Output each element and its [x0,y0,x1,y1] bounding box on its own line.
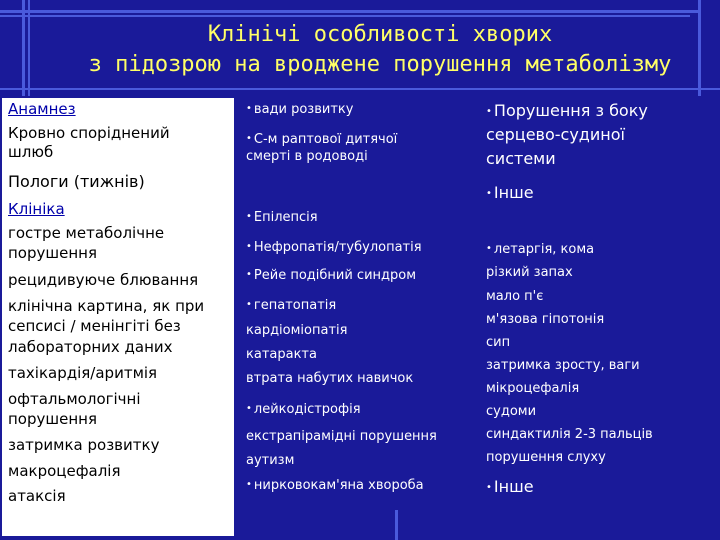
bullet-icon: • [246,403,252,414]
col3-line: мікроцефалія [486,381,580,396]
col1-line: Анамнез [8,100,76,118]
col2-line: • вади розвитку [246,102,354,117]
bullet-icon: • [486,106,492,117]
title-line-2: з підозрою на вроджене порушення метаболізму [88,52,672,77]
decor-line-top [0,10,700,13]
col2-line: • гепатопатія [246,298,337,313]
bullet-icon: • [246,241,252,252]
col3-line: системи [486,149,556,168]
col3-line: різкий запах [486,265,573,280]
bullet-icon: • [486,188,492,199]
slide-title [60,20,700,80]
col1-line: сепсисі / менінгіті без [8,317,181,335]
decor-line-left-2 [28,0,30,96]
col1-line: гостре метаболічне [8,224,165,242]
bullet-icon: • [246,133,252,144]
col1-line: затримка розвитку [8,436,160,454]
decor-line-top-2 [0,15,690,17]
col2-line: аутизм [246,453,295,468]
anamnesis-column [2,98,234,536]
col3-line: • Інше [486,183,534,202]
bullet-icon: • [486,243,492,254]
col2-line: катаракта [246,347,317,362]
bullet-icon: • [246,269,252,280]
bullet-icon: • [246,299,252,310]
col2-line: • нирковокам'яна хвороба [246,478,424,493]
col3-line: • Інше [486,477,534,496]
col2-line: • лейкодістрофія [246,402,361,417]
col1-line: Клініка [8,200,65,218]
col1-line: Пологи (тижнів) [8,172,145,191]
bullet-icon: • [246,479,252,490]
decor-line-left [22,0,25,96]
decor-line-mid [0,88,720,90]
col1-line: клінічна картина, як при [8,297,205,315]
col3-line: • Порушення з боку [486,101,648,120]
col1-line: тахікардія/аритмія [8,364,158,382]
col2-line: втрата набутих навичок [246,371,414,386]
col1-line: лабораторних даних [8,338,173,356]
col3-line: синдактилія 2-3 пальців [486,427,653,442]
col3-line: судоми [486,404,537,419]
col1-line: макроцефалія [8,462,121,480]
title-line-1: Клінічі особливості хворих [207,22,553,47]
col3-line: • летаргія, кома [486,242,595,257]
col2-line: • Нефропатія/тубулопатія [246,240,422,255]
col1-line: офтальмологічні [8,390,141,408]
col2-line: екстрапірамідні порушення [246,429,437,444]
bullet-icon: • [246,211,252,222]
col3-line: м'язова гіпотонія [486,312,605,327]
bullet-icon: • [246,103,252,114]
col2-line: • С-м раптової дитячої [246,132,398,147]
col2-line: • Рейе подібний синдром [246,268,417,283]
bullet-icon: • [486,482,492,493]
col1-line: атаксія [8,487,66,505]
col1-line: порушення [8,244,97,262]
col1-line: порушення [8,410,97,428]
col3-line: затримка зросту, ваги [486,358,640,373]
col1-line: Кровно споріднений [8,124,170,142]
col3-line: серцево-судиної [486,125,625,144]
decor-line-bottom [395,510,398,540]
col2-line: • Епілепсія [246,210,318,225]
col3-line: мало п'є [486,289,544,304]
col1-line: шлюб [8,143,54,161]
col3-line: порушення слуху [486,450,606,465]
col2-line: кардіоміопатія [246,323,348,338]
col2-line: смерті в родоводі [246,149,368,164]
col3-line: сип [486,335,511,350]
col1-line: рецидивуюче блювання [8,271,199,289]
